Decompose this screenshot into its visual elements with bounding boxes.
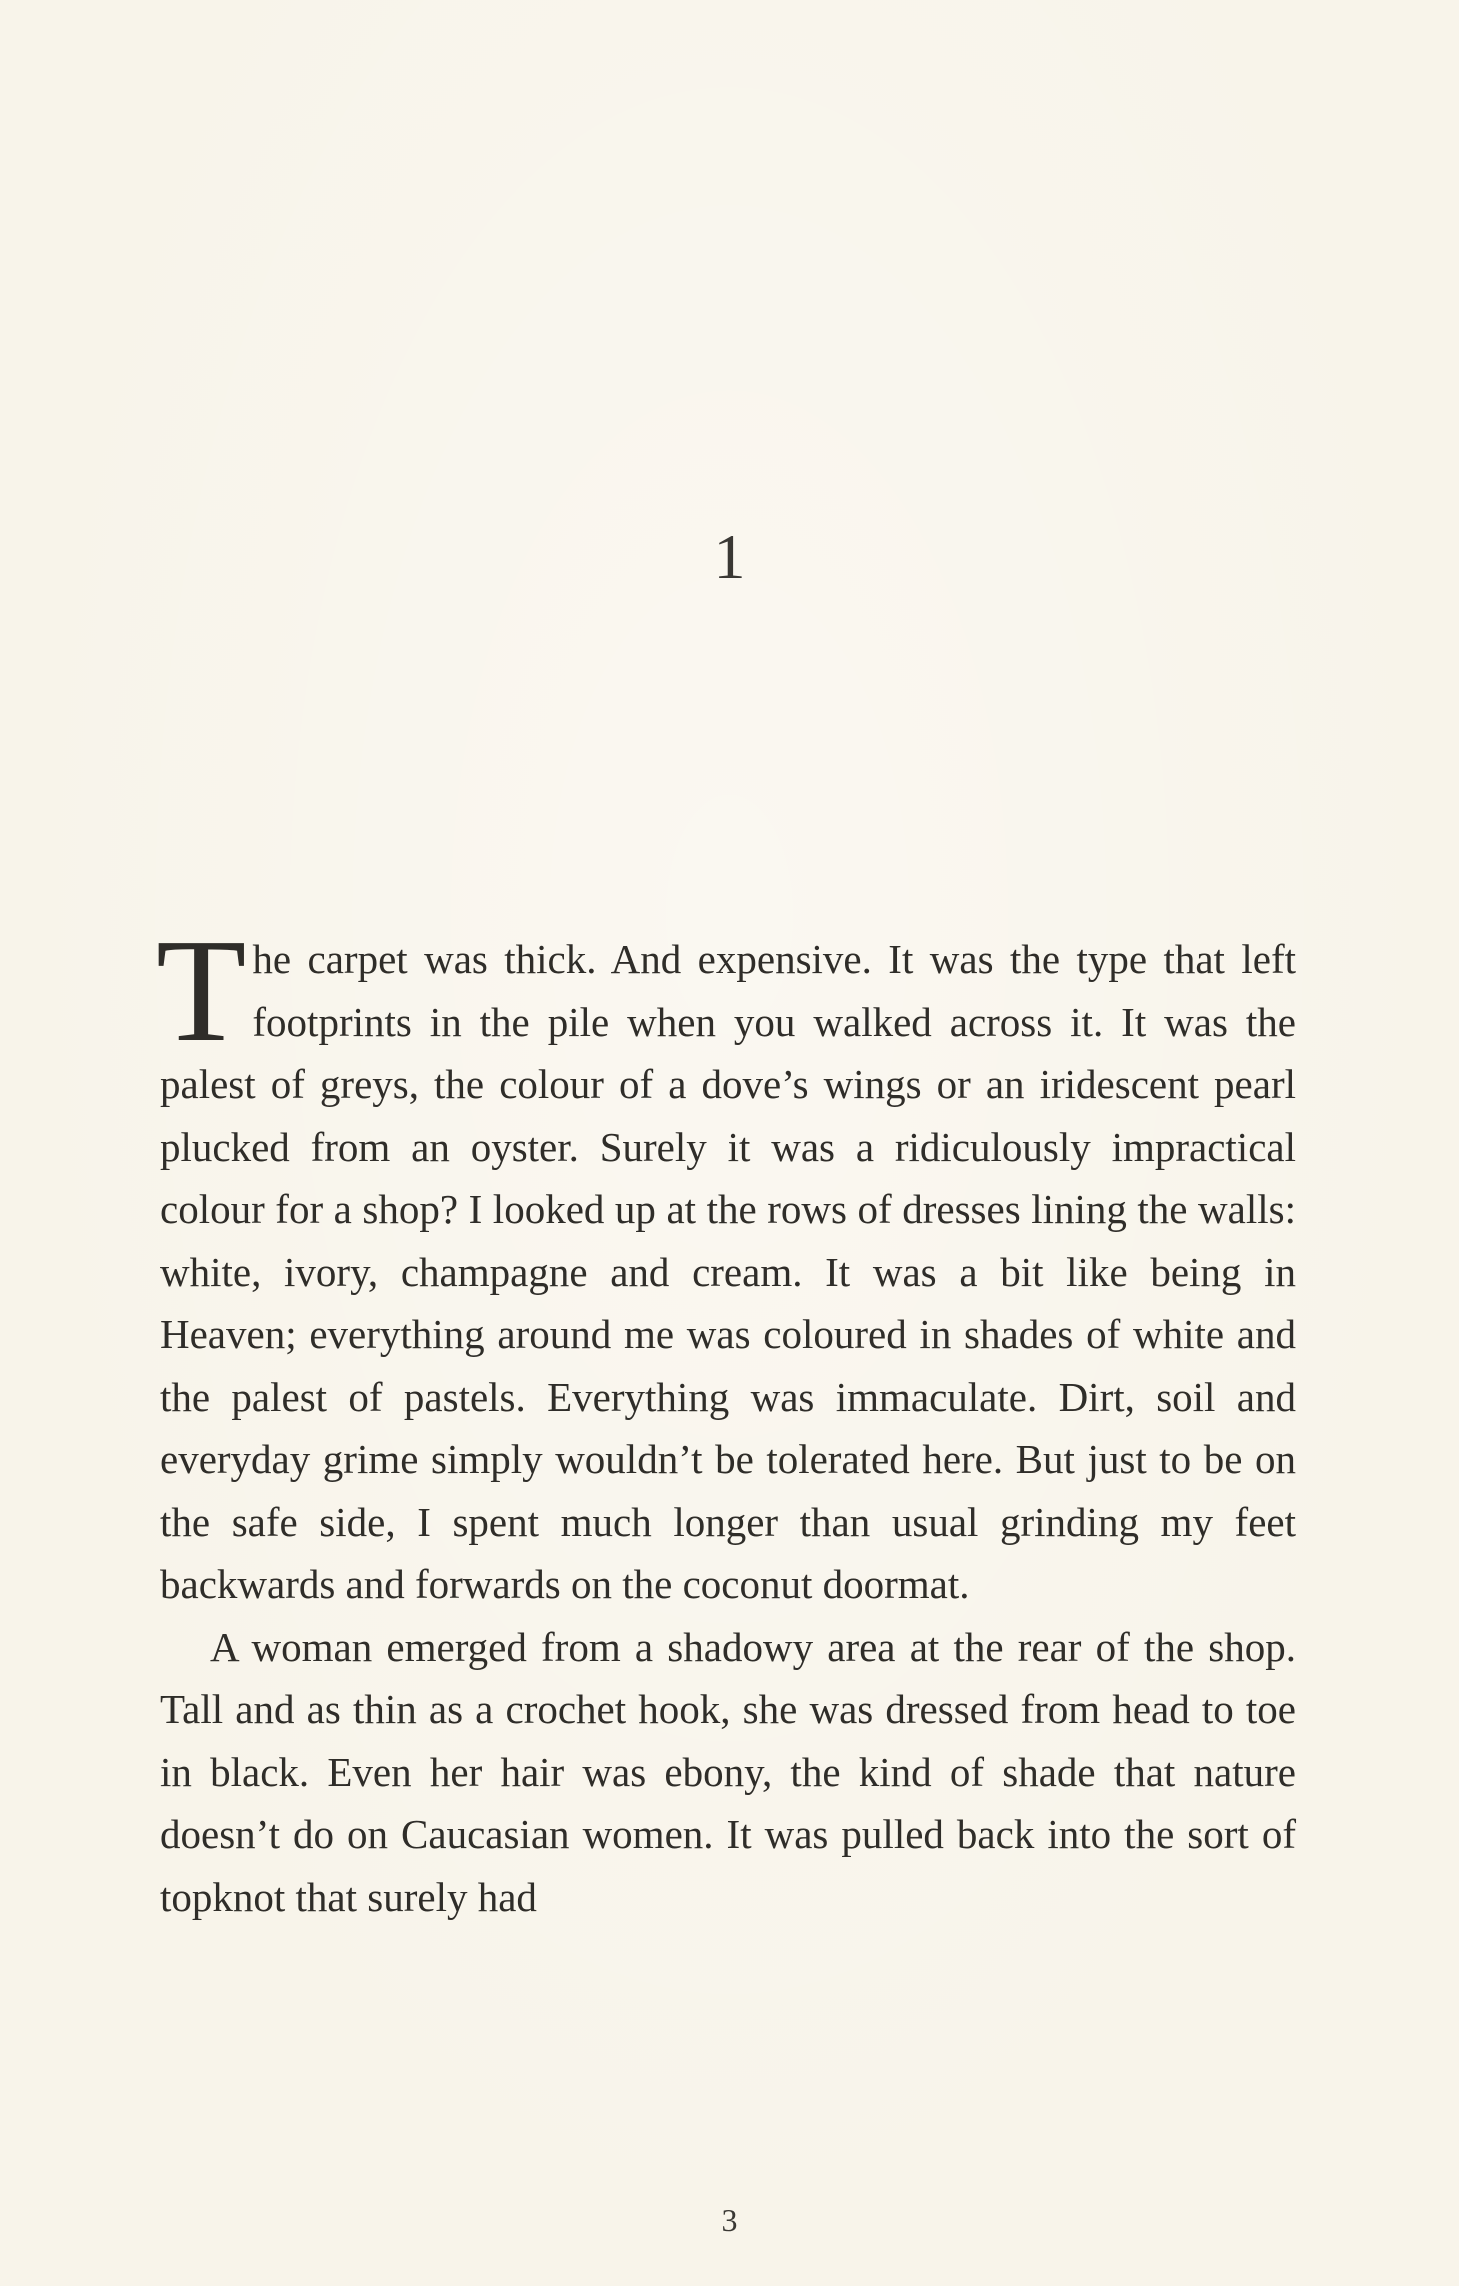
drop-cap: T (156, 909, 247, 1073)
paragraph-text: A woman emerged from a shadowy area at the rear of the shop. Tall and as thin as a crochet hook, she was dressed from head to toe in black. Even her hair was ebony, the kind of shade that nature doesn’t do on Caucasian women. It was pulled back into the sort of topknot that surely had (160, 1623, 1296, 1920)
page-number: 3 (721, 2202, 738, 2238)
paragraph (160, 1616, 1296, 1929)
paragraph-opening (156, 909, 1296, 1616)
paragraph-text: he carpet was thick. And expensive. It was the type that left footprints in the pile when you walked across it. It was the palest of greys, the colour of a dove’s wings or an iridescent pearl plucked from an oyster. Surely it was a ridiculously impractical colour for a shop? I looked up at the rows of dresses lining the walls: white, ivory, champagne and cream. It was a bit like being in Heaven; everything around me was coloured in shades of white and the palest of pastels. Everything was immaculate. Dirt, soil and everyday grime simply wouldn’t be tolerated here. But just to be on the safe side, I spent much longer than usual grinding my feet backwards and forwards on the coconut doormat. (160, 936, 1296, 1607)
body-text (156, 909, 1296, 1928)
chapter-number: 1 (713, 521, 746, 592)
